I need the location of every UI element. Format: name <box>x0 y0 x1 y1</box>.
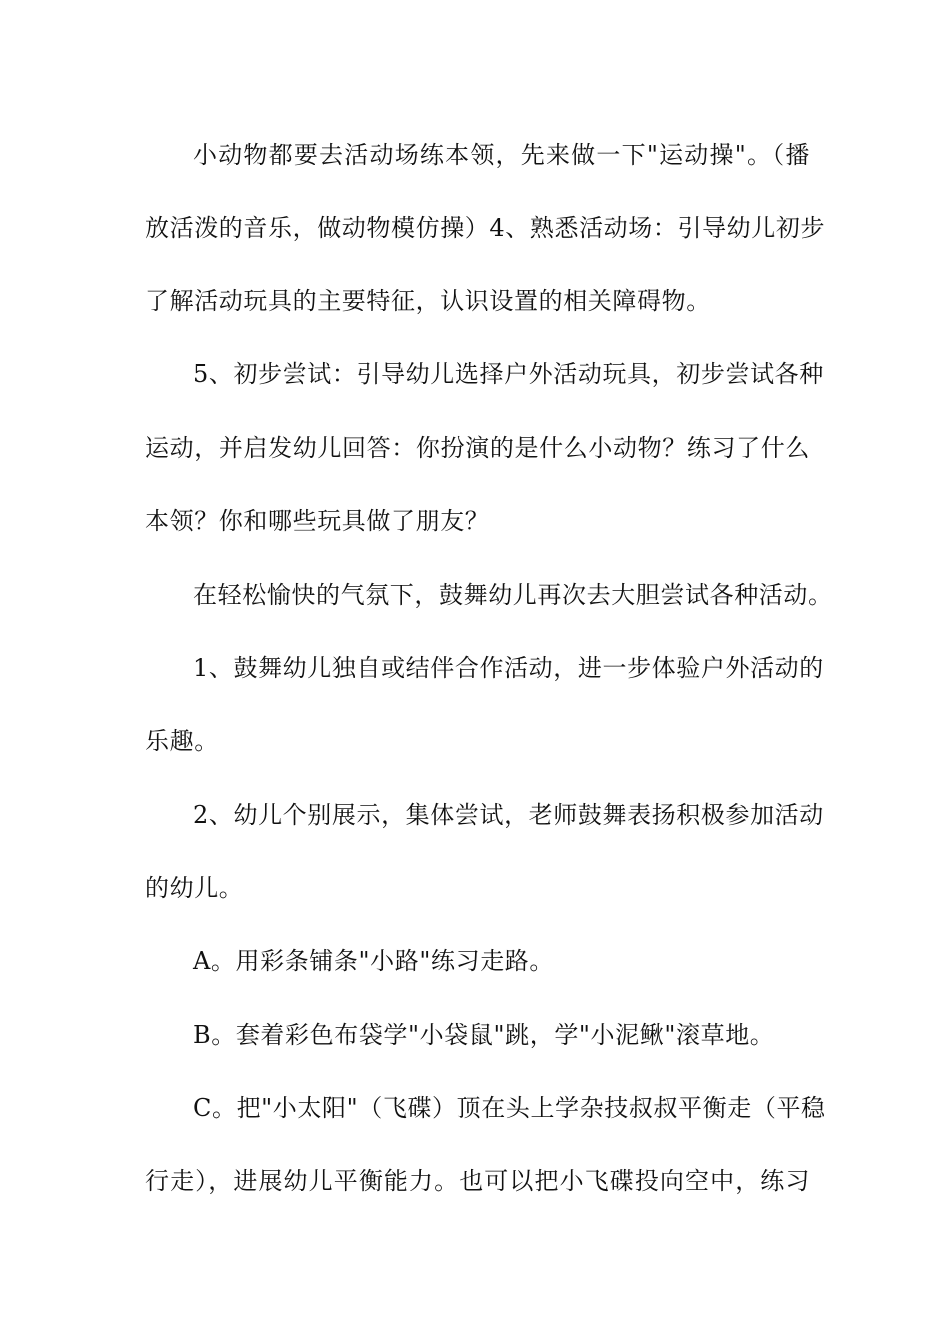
paragraph-line: 行走），进展幼儿平衡能力。也可以把小飞碟投向空中，练习 <box>145 1167 810 1195</box>
paragraph-line: 放活泼的音乐，做动物模仿操）4、熟悉活动场：引导幼儿初步 <box>145 214 826 242</box>
paragraph-line: 的幼儿。 <box>145 874 244 902</box>
paragraph-line: 2、幼儿个别展示，集体尝试，老师鼓舞表扬积极参加活动 <box>193 801 824 829</box>
paragraph-line: C。把"小太阳"（飞碟）顶在头上学杂技叔叔平衡走（平稳 <box>193 1094 826 1122</box>
paragraph-line: A。用彩条铺条"小路"练习走路。 <box>193 947 555 975</box>
paragraph-line: 在轻松愉快的气氛下，鼓舞幼儿再次去大胆尝试各种活动。 <box>193 581 833 609</box>
paragraph-line: 小动物都要去活动场练本领，先来做一下"运动操"。（播 <box>193 141 810 169</box>
paragraph-line: 运动，并启发幼儿回答：你扮演的是什么小动物？练习了什么 <box>145 434 810 462</box>
paragraph-line: B。套着彩色布袋学"小袋鼠"跳，学"小泥鳅"滚草地。 <box>193 1021 775 1049</box>
paragraph-line: 本领？你和哪些玩具做了朋友？ <box>145 507 490 535</box>
paragraph-line: 1、鼓舞幼儿独自或结伴合作活动，进一步体验户外活动的 <box>193 654 824 682</box>
paragraph-line: 了解活动玩具的主要特征，认识设置的相关障碍物。 <box>145 287 711 315</box>
paragraph-line: 乐趣。 <box>145 727 219 755</box>
paragraph-line: 5、初步尝试：引导幼儿选择户外活动玩具，初步尝试各种 <box>193 360 824 388</box>
